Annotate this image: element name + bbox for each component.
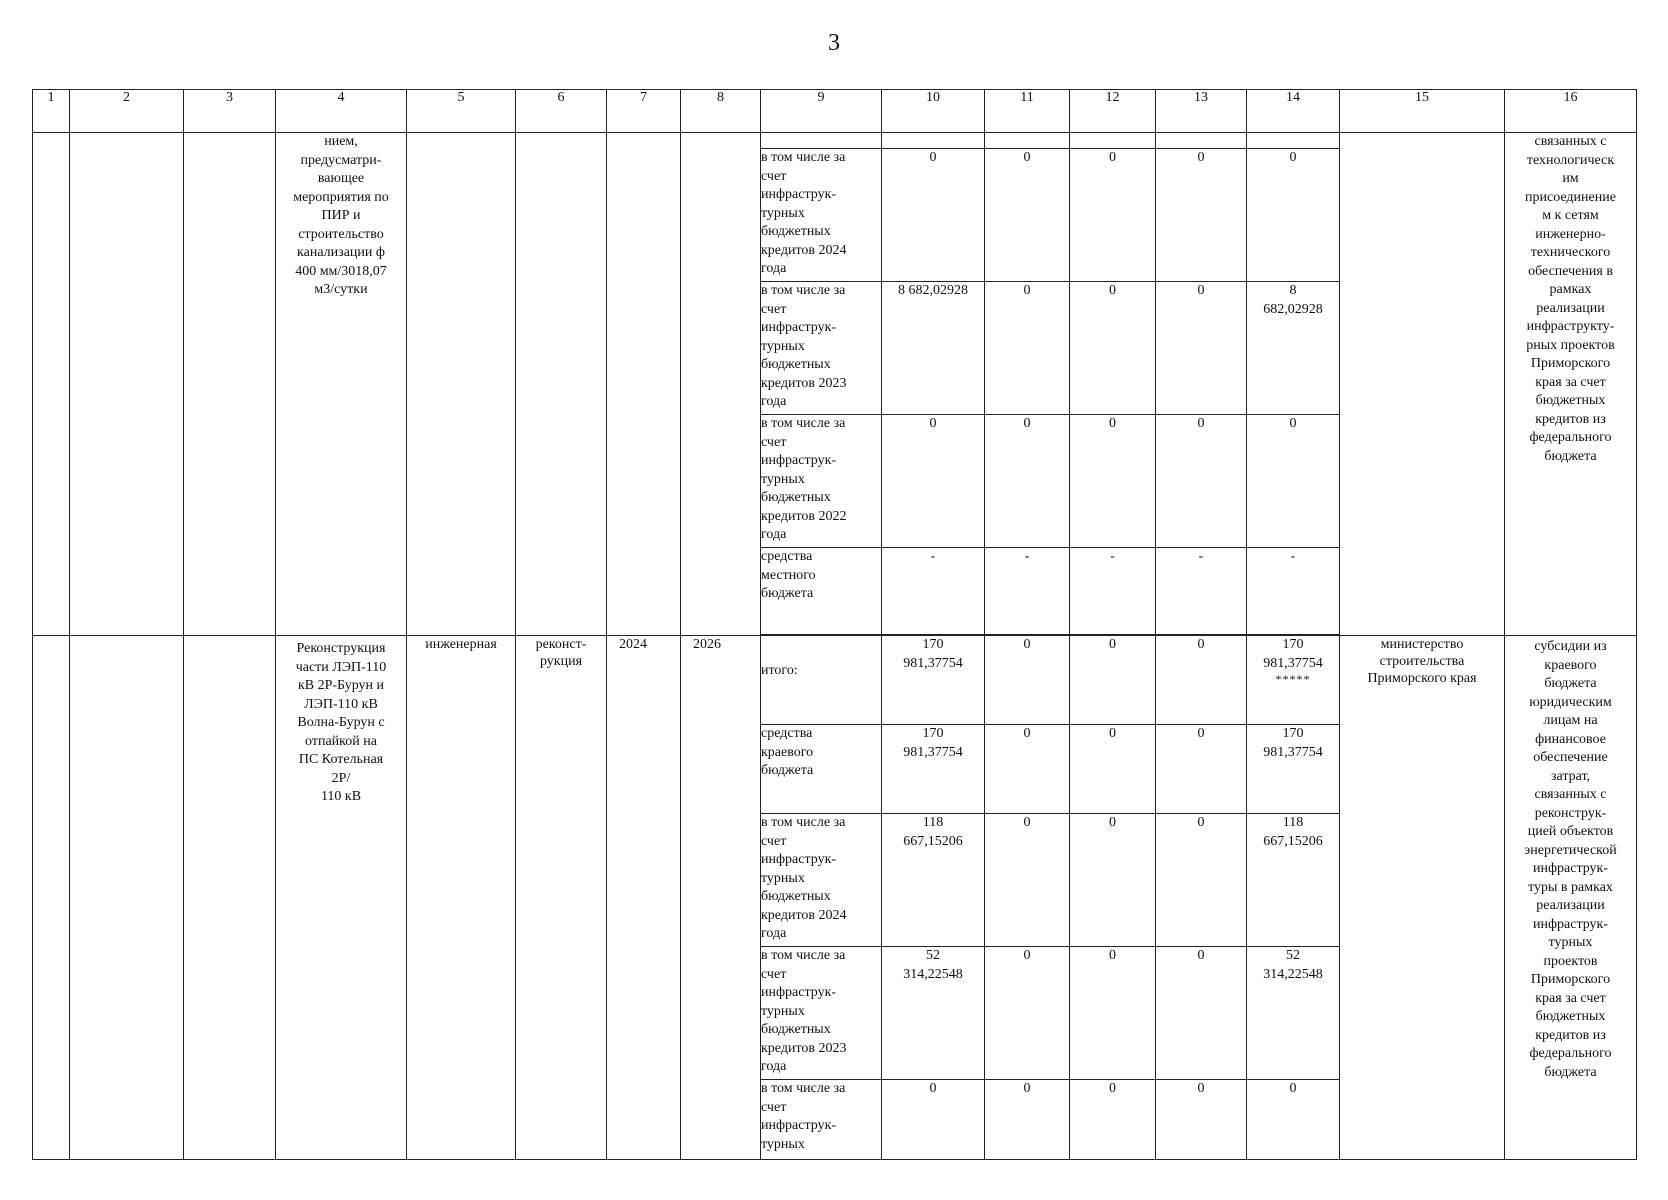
amount-cell: - (985, 548, 1070, 635)
header-cell: 16 (1505, 90, 1637, 133)
cell-empty (33, 133, 70, 636)
amount-cell: 170 981,37754 (882, 725, 985, 814)
amount-cell: 170 981,37754 (882, 636, 985, 725)
amount-cell: 0 (882, 415, 985, 548)
cell-empty (70, 133, 184, 636)
purpose-description (1505, 133, 1637, 636)
amount-cell: 0 (985, 725, 1070, 814)
object-type: инженерная (407, 636, 516, 1160)
purpose-text: субсидии из краевого бюджета юридическим лицам на финансовое обеспечение затрат, связанных с реконструк- цией объектов энергетической инфраструк- туры в рамках реализации инфраструк- турных проектов Приморского края за счет бюджетных кредитов из федерального бюджета (1524, 639, 1617, 1080)
amount-cell: 118 667,15206 (882, 814, 985, 947)
funding-source-label: итого: (761, 636, 882, 725)
amount-cell: 0 (1156, 149, 1247, 282)
amount-cell: 0 (985, 415, 1070, 548)
amount-cell: 0 (1247, 1080, 1340, 1160)
header-cell: 5 (407, 90, 516, 133)
cell-empty (407, 133, 516, 636)
amount-cell: 0 (985, 1080, 1070, 1160)
cell-empty (607, 133, 681, 636)
amount-value: 170 981,37754 (1263, 637, 1323, 671)
table-row (33, 636, 1637, 725)
amount-cell: 0 (1070, 1080, 1156, 1160)
header-cell: 11 (985, 90, 1070, 133)
amount-cell: 0 (1070, 149, 1156, 282)
header-cell: 2 (70, 90, 184, 133)
amount-cell: 0 (1070, 636, 1156, 725)
start-year: 2024 (607, 636, 681, 1160)
amount-cell: 52 314,22548 (1247, 947, 1340, 1080)
amount-cell: 118 667,15206 (1247, 814, 1340, 947)
header-cell: 9 (761, 90, 882, 133)
object-name-text: нием, предусматри- вающее мероприятия по ПИР и строительство канализации ф 400 мм/3018,07 м3/сутки (293, 134, 389, 297)
amount-cell: - (1070, 548, 1156, 635)
object-name (276, 133, 407, 636)
end-year: 2026 (681, 636, 761, 1160)
amount-cell: 0 (985, 149, 1070, 282)
object-name (276, 636, 407, 1160)
cell-empty (1340, 133, 1505, 636)
funding-source-label: в том числе за счет инфраструк- турных бюджетных кредитов 2023 года (761, 947, 882, 1080)
amount-cell: 8 682,02928 (882, 282, 985, 415)
purpose-description (1505, 636, 1637, 1160)
amount-cell: 0 (1070, 947, 1156, 1080)
header-cell: 6 (516, 90, 607, 133)
amount-cell: 0 (985, 636, 1070, 725)
amount-cell: 0 (1156, 947, 1247, 1080)
amount-cell: 0 (882, 1080, 985, 1160)
cell-empty (1070, 133, 1156, 149)
responsible-authority: министерство строительства Приморского края (1340, 636, 1505, 1160)
cell-empty (1156, 133, 1247, 149)
amount-cell: 0 (1156, 636, 1247, 725)
amount-cell: 0 (1070, 814, 1156, 947)
header-cell: 3 (184, 90, 276, 133)
header-cell: 7 (607, 90, 681, 133)
amount-cell: 0 (1156, 415, 1247, 548)
header-cell: 13 (1156, 90, 1247, 133)
header-cell: 15 (1340, 90, 1505, 133)
amount-cell: 0 (1070, 725, 1156, 814)
table-row (33, 133, 1637, 149)
amount-cell: 52 314,22548 (882, 947, 985, 1080)
header-row (33, 90, 1637, 133)
header-cell: 8 (681, 90, 761, 133)
funding-source-label: в том числе за счет инфраструк- турных бюджетных кредитов 2024 года (761, 149, 882, 282)
amount-cell: 0 (1070, 415, 1156, 548)
amount-cell: 0 (1247, 149, 1340, 282)
amount-cell: 0 (1156, 725, 1247, 814)
amount-cell: 0 (985, 947, 1070, 1080)
amount-cell: 0 (1156, 1080, 1247, 1160)
amount-cell: 0 (882, 149, 985, 282)
cell-empty (882, 133, 985, 149)
cell-empty (184, 133, 276, 636)
funding-source-label: средства местного бюджета (761, 548, 882, 635)
amount-cell: 8 682,02928 (1247, 282, 1340, 415)
funding-source-label: в том числе за счет инфраструк- турных бюджетных кредитов 2023 года (761, 282, 882, 415)
amount-cell: - (882, 548, 985, 635)
cell-empty (681, 133, 761, 636)
purpose-text: связанных с технологическ им присоединение м к сетям инженерно- технического обеспечения в рамках реализации инфраструкту- рных проектов Приморского края за счет бюджетных кредитов из федерального бюджета (1525, 134, 1616, 464)
cell-empty (761, 133, 882, 149)
amount-cell-total (1247, 636, 1340, 725)
amount-cell: 170 981,37754 (1247, 725, 1340, 814)
cell-empty (184, 636, 276, 1160)
page-number: 3 (828, 30, 840, 56)
amount-cell: 0 (1247, 415, 1340, 548)
cell-empty (1247, 133, 1340, 149)
header-cell: 4 (276, 90, 407, 133)
amount-cell: 0 (1156, 282, 1247, 415)
amount-cell: - (1156, 548, 1247, 635)
funding-source-label: в том числе за счет инфраструк- турных (761, 1080, 882, 1160)
funding-source-label: средства краевого бюджета (761, 725, 882, 814)
cell-empty (985, 133, 1070, 149)
amount-cell: - (1247, 548, 1340, 635)
amount-cell: 0 (985, 814, 1070, 947)
work-type: реконст- рукция (516, 636, 607, 1160)
object-name-text: Реконструкция части ЛЭП-110 кВ 2Р-Бурун и ЛЭП-110 кВ Волна-Бурун с отпайкой на ПС Котельная 2Р/ 110 кВ (295, 641, 387, 804)
header-cell: 14 (1247, 90, 1340, 133)
header-cell: 12 (1070, 90, 1156, 133)
cell-empty (70, 636, 184, 1160)
funding-source-label: в том числе за счет инфраструк- турных бюджетных кредитов 2024 года (761, 814, 882, 947)
financing-table (32, 89, 1637, 1160)
footnote-marker: ***** (1275, 672, 1311, 686)
header-cell: 10 (882, 90, 985, 133)
funding-source-label: в том числе за счет инфраструк- турных бюджетных кредитов 2022 года (761, 415, 882, 548)
cell-empty (516, 133, 607, 636)
header-cell: 1 (33, 90, 70, 133)
amount-cell: 0 (1156, 814, 1247, 947)
cell-empty (33, 636, 70, 1160)
amount-cell: 0 (1070, 282, 1156, 415)
amount-cell: 0 (985, 282, 1070, 415)
